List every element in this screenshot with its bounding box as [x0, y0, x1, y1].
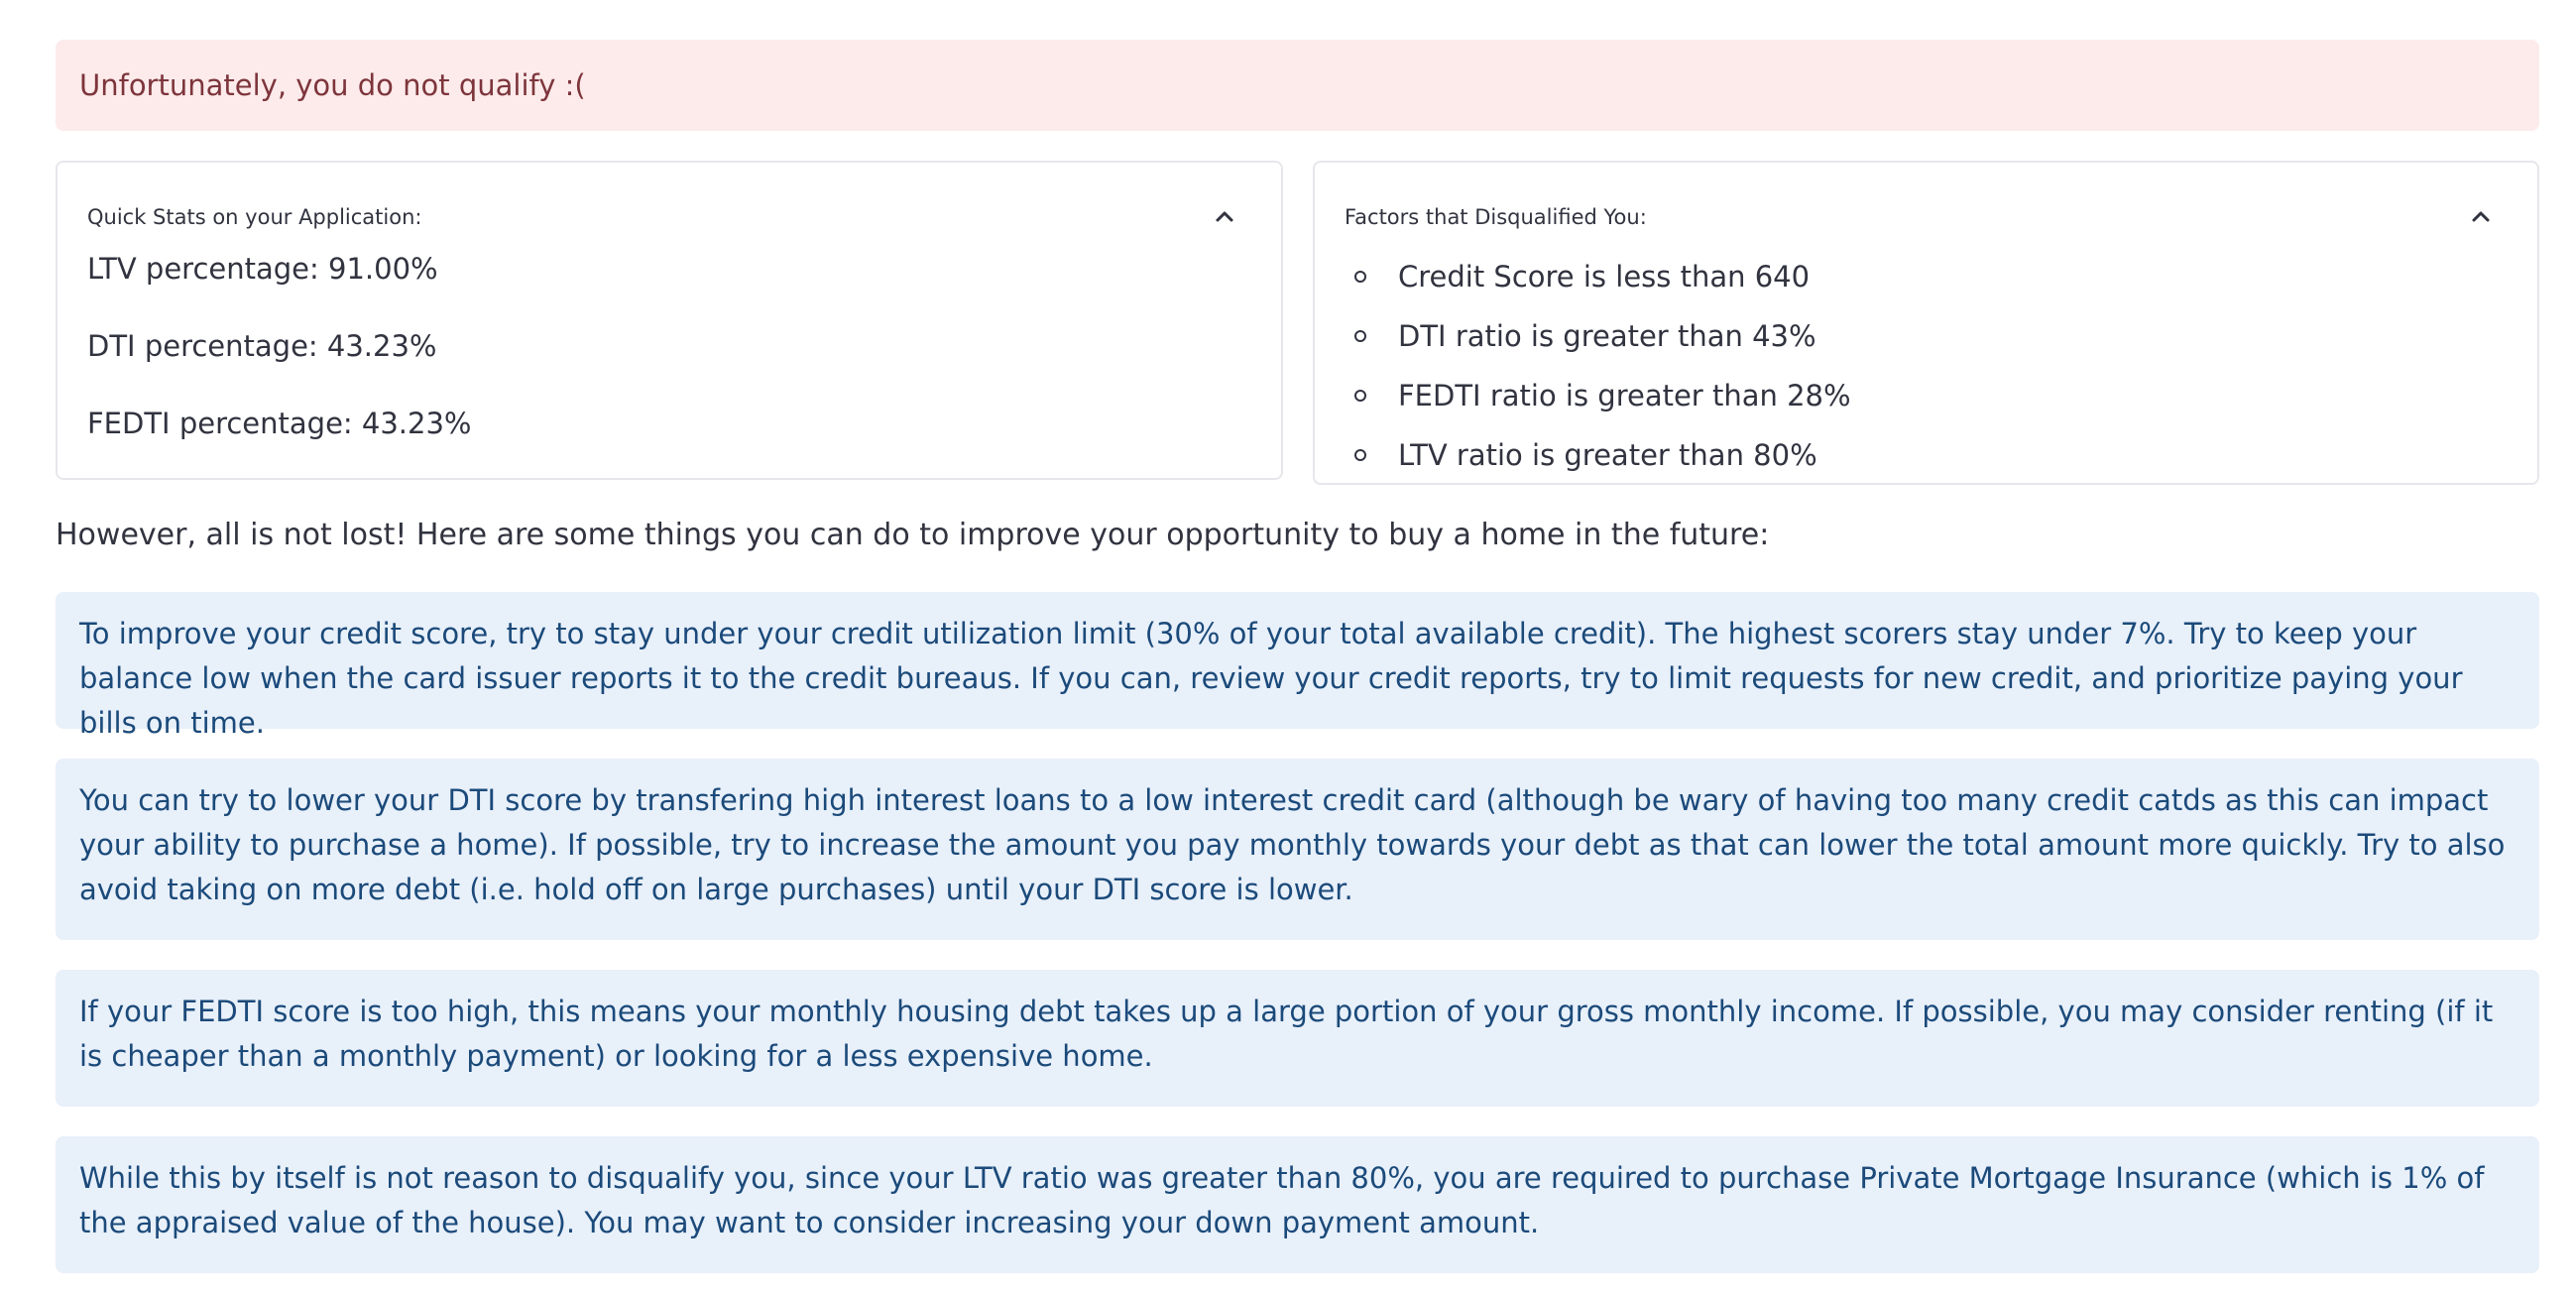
credit-score-tip	[56, 592, 2539, 740]
alert-text: Unfortunately, you do not qualify :(	[79, 68, 586, 102]
tip-text: You can try to lower your DTI score by transfering high interest loans to a low interest credit card (although be wary of having too many credit catds as this can impact your ability to purchase a home). If possible, try to increase the amount you pay monthly towards your debt as that can lower the total amount more quickly. Try to also avoid taking on more debt (i.e. hold off on large purchases) until your DTI score is lower.	[79, 783, 2506, 906]
ltv-stat: LTV percentage: 91.00%	[87, 252, 438, 286]
chevron-up-icon[interactable]	[2468, 204, 2494, 230]
tip-text: If your FEDTI score is too high, this means your monthly housing debt takes up a large portion of your gross monthly income. If possible, you may consider renting (if it is cheaper than a monthly payment) or looking for a less expensive home.	[79, 995, 2494, 1073]
improvement-lead-text: However, all is not lost! Here are some things you can do to improve your opportunity to buy a home in the future:	[56, 518, 1770, 552]
quick-stats-header[interactable]	[87, 192, 1251, 242]
factors-title: Factors that Disqualified You:	[1345, 205, 1647, 229]
dti-tip	[56, 759, 2539, 940]
ltv-tip	[56, 1136, 2539, 1273]
disqualifying-factors-expander: Factors that Disqualified You: Credit Score is less than 640 DTI ratio is greater than 43% FEDTI ratio is greater than 28% LTV ratio is greater than 80%	[1313, 161, 2539, 485]
bullet-icon	[1354, 390, 1366, 402]
fedti-tip	[56, 970, 2539, 1107]
quick-stats-expander	[56, 161, 1283, 480]
bullet-icon	[1354, 330, 1366, 342]
quick-stats-title: Quick Stats on your Application:	[87, 205, 422, 229]
bullet-icon	[1354, 449, 1366, 461]
fedti-stat: FEDTI percentage: 43.23%	[87, 407, 472, 440]
tip-text: To improve your credit score, try to stay under your credit utilization limit (30% of your total available credit). The highest scorers stay under 7%. Try to keep your balance low when the card issuer reports it to the credit bureaus. If you can, review your credit reports, try to limit requests for new credit, and prioritize paying your bills on time.	[79, 617, 2463, 740]
chevron-up-icon[interactable]	[1212, 204, 1237, 230]
bullet-icon	[1354, 271, 1366, 283]
dti-stat: DTI percentage: 43.23%	[87, 329, 437, 363]
factors-header[interactable]	[1345, 192, 2508, 242]
tip-text: While this by itself is not reason to disqualify you, since your LTV ratio was greater than 80%, you are required to purchase Private Mortgage Insurance (which is 1% of the appraised value of the house). You may want to consider increasing your down payment amount.	[79, 1161, 2485, 1239]
disqualified-alert	[56, 40, 2539, 131]
